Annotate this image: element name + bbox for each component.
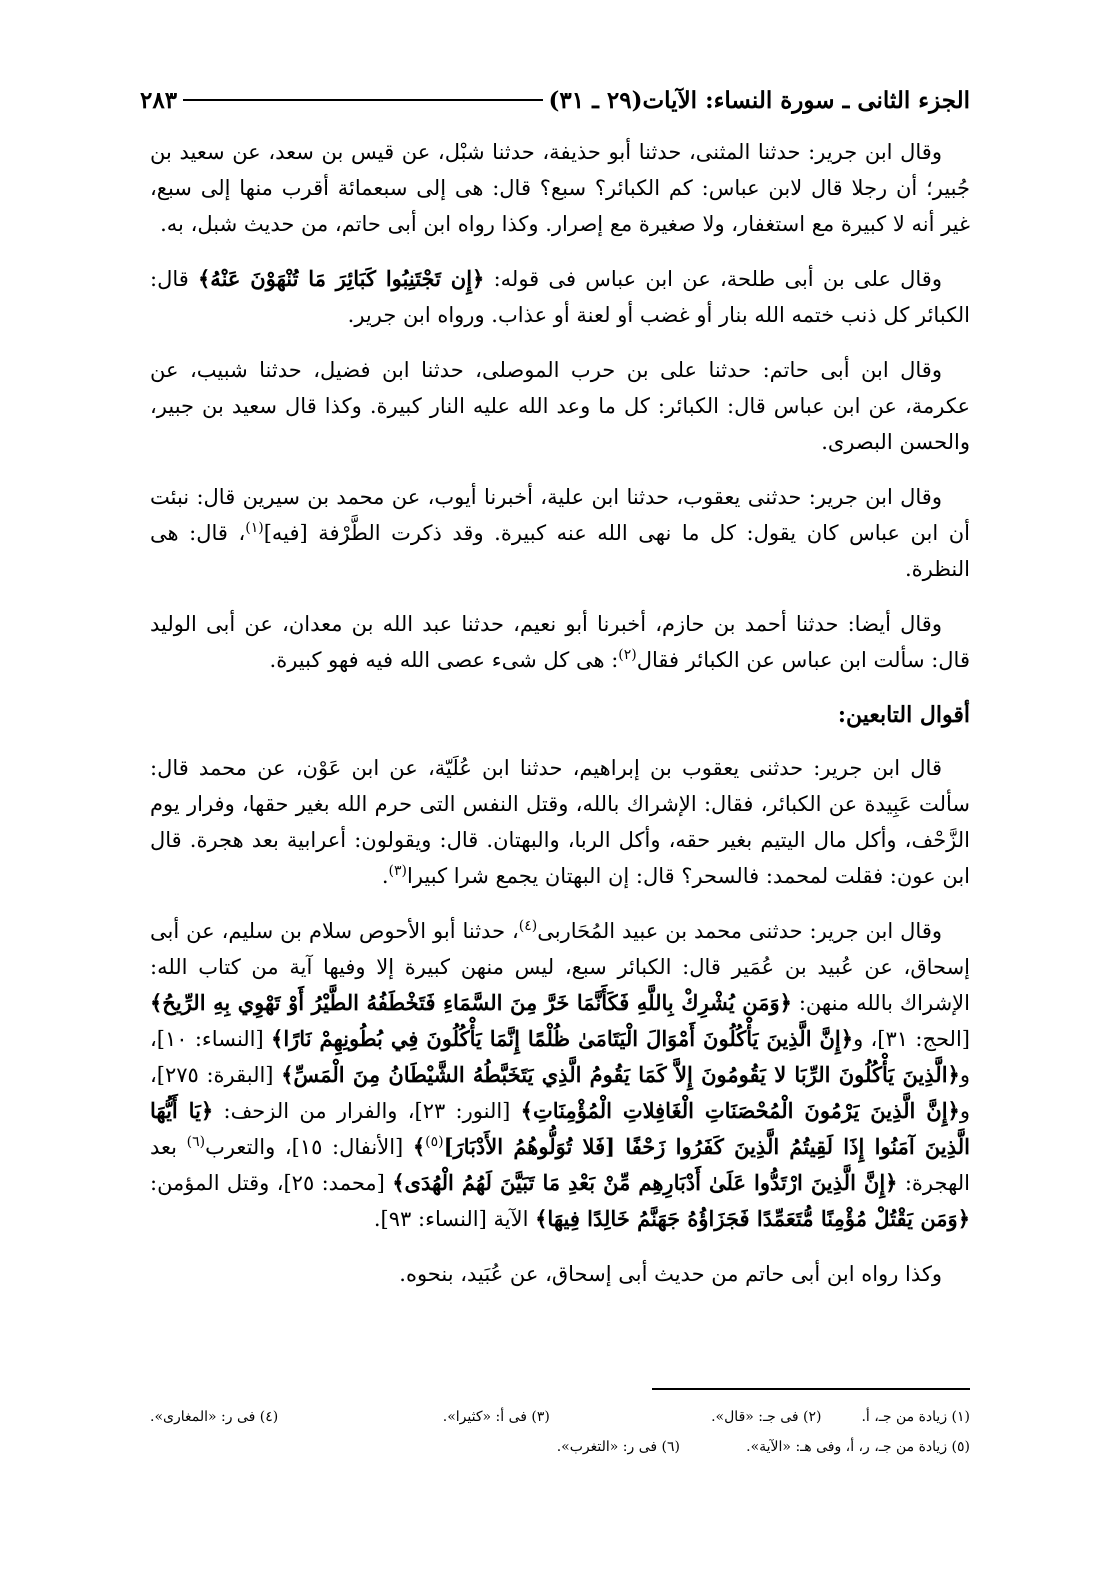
footnote-marker: (٤) (518, 918, 538, 934)
paragraph-1 (150, 134, 970, 242)
paragraph-text: وقال ابن أبى حاتم: حدثنا على بن حرب الموصلى، حدثنا ابن فضيل، حدثنا شبيب، عن عكرمة، عن ابن عباس قال: الكبائر: كل ما وعد الله عليه النار كبيرة. وكذا قال سعيد بن جبير، والحسن البصرى. (150, 358, 970, 454)
quran-verse: ﴿إِنَّ الَّذِينَ يَرْمُونَ الْمُحْصَنَاتِ الْغَافِلاتِ الْمُؤْمِنَاتِ﴾ (520, 1098, 960, 1123)
quran-verse: ﴿إِنَّ الَّذِينَ يَأْكُلُونَ أَمْوَالَ الْيَتَامَىٰ ظُلْمًا إِنَّمَا يَأْكُلُونَ فِي بُطُونِهِمْ نَارًا﴾ (271, 1026, 854, 1051)
quran-verse: ﴿الَّذِينَ يَأْكُلُونَ الرِّبَا لا يَقُومُونَ إِلاَّ كَمَا يَقُومُ الَّذِي يَتَخَبَّطُهُ الشَّيْطَانُ مِنَ الْمَسِّ﴾ (281, 1062, 960, 1087)
quran-verse: ﴿وَمَن يُشْرِكْ بِاللَّهِ فَكَأَنَّمَا خَرَّ مِنَ السَّمَاءِ فَتَخْطَفُهُ الطَّيْرُ أَوْ تَهْوِي بِهِ الرِّيحُ﴾ (150, 990, 792, 1015)
footnotes (150, 1402, 970, 1462)
paragraph-text: وقال ابن جرير: حدثنى محمد بن عبيد المُحَاربى (537, 919, 942, 943)
footnote-marker: (٣) (388, 863, 408, 879)
footnote-row-1 (150, 1402, 970, 1432)
quran-verse-end: ﴾ (412, 1134, 426, 1159)
paragraph-text: وكذا رواه ابن أبى حاتم من حديث أبى إسحاق، عن عُبَيد، بنحوه. (399, 1262, 942, 1286)
paragraph-6 (150, 750, 970, 894)
section-heading: أقوال التابعين: (837, 702, 970, 728)
footnote-row-2 (150, 1432, 970, 1462)
paragraph-5 (150, 606, 970, 678)
paragraph-text: الآية [النساء: ٩٣]. (373, 1207, 536, 1231)
header-rule (183, 99, 542, 101)
paragraph-text: وقال ابن جرير: حدثنا المثنى، حدثنا أبو حذيفة، حدثنا شبْل، عن قيس بن سعد، عن سعيد بن جُبير؛ أن رجلا قال لابن عباس: كم الكبائر؟ سبع؟ قال: هى إلى سبعمائة أقرب منها إلى سبع، غير أنه لا كبيرة مع استغفار، ولا صغيرة مع إصرار. وكذا رواه ابن أبى حاتم، من حديث شبل، به. (150, 140, 970, 236)
quran-verse: ﴿إِن تَجْتَنِبُوا كَبَائِرَ مَا تُنْهَوْنَ عَنْهُ﴾ (198, 266, 485, 291)
paragraph-text: [الحج: ٣١]، و (853, 1027, 970, 1051)
paragraph-8 (150, 1256, 970, 1292)
quran-verse: ﴿إِنَّ الَّذِينَ ارْتَدُّوا عَلَىٰ أَدْبَارِهِم مِّنْ بَعْدِ مَا تَبَيَّنَ لَهُمُ الْهُدَى﴾ (392, 1170, 898, 1195)
footnote-5: (٥) زيادة من جـ، ر، أ، وفى هـ: «الآية». (746, 1439, 970, 1455)
paragraph-2 (150, 261, 970, 333)
paragraph-text: وقال ابن جرير: حدثنى يعقوب، حدثنا ابن علية، أخبرنا أيوب، عن محمد بن سيرين قال: نبئت أن ابن عباس كان يقول: كل ما نهى الله عنه كبيرة. وقد ذكرت الطَّرْفة [فيه] (150, 485, 970, 545)
quran-verse: ﴿يَا أَيُّهَا الَّذِينَ آمَنُوا إِذَا لَقِيتُمُ الَّذِينَ كَفَرُوا زَحْفًا [فَلا تُوَلُّوهُمُ الأَدْبَارَ] (150, 1098, 970, 1159)
paragraph-text: [النساء: ١٠]، و (150, 1027, 971, 1087)
paragraph-4 (150, 479, 970, 587)
paragraph-text: : هى كل شىء عصى الله فيه فهو كبيرة. (269, 648, 619, 672)
footnote-1: (١) زيادة من جـ، أ. (861, 1409, 970, 1425)
paragraph-text: وقال على بن أبى طلحة، عن ابن عباس فى قوله: (484, 267, 942, 291)
paragraph-3 (150, 352, 970, 460)
paragraph-text: [البقرة: ٢٧٥]، و (150, 1063, 970, 1123)
footnote-marker: (٦) (186, 1134, 206, 1150)
paragraph-text: [النور: ٢٣]، والفرار من الزحف: (213, 1099, 521, 1123)
paragraph-text: قال ابن جرير: حدثنى يعقوب بن إبراهيم، حدثنا ابن عُلَيّة، عن ابن عَوْن، عن محمد قال: سألت عَبِيدة عن الكبائر، فقال: الإشراك بالله، وقتل النفس التى حرم الله بغير حقها، وفرار يوم الزَّحْف، وأكل مال اليتيم بغير حقه، وأكل الربا، والبهتان. قال: ويقولون: أعرابية بعد هجرة. قال ابن عون: فقلت لمحمد: فالسحر؟ قال: إن البهتان يجمع شرا كبيرا (150, 756, 970, 888)
footnote-3: (٣) فى أ: «كثيرا». (442, 1409, 550, 1425)
footnote-divider (652, 1388, 970, 1390)
paragraph-text: ، قال: هى النظرة. (150, 521, 970, 581)
main-text (150, 134, 970, 1311)
header-title: الجزء الثانى ـ سورة النساء: الآيات(٢٩ ـ ٣١) (548, 86, 970, 114)
paragraph-7 (150, 913, 970, 1237)
footnote-marker: (٢) (618, 647, 637, 663)
paragraph-text: [الأنفال: ١٥]، والتعرب (205, 1135, 413, 1159)
footnote-marker: (١) (245, 520, 264, 536)
footnote-6: (٦) فى ر: «التغرب». (556, 1439, 680, 1455)
footnote-2: (٢) فى جـ: «قال». (711, 1409, 822, 1425)
paragraph-text: وقال أيضا: حدثنا أحمد بن حازم، أخبرنا أبو نعيم، حدثنا عبد الله بن معدان، عن أبى الوليد قال: سألت ابن عباس عن الكبائر فقال (150, 612, 970, 672)
paragraph-text: [محمد: ٢٥]، وقتل المؤمن: (150, 1171, 393, 1195)
footnote-4: (٤) فى ر: «المغارى». (150, 1409, 279, 1425)
page-number: ٢٨٣ (140, 86, 178, 114)
paragraph-text: . (381, 864, 389, 888)
footnote-marker: (٥) (425, 1134, 444, 1150)
paragraph-text: بعد الهجرة: (150, 1135, 970, 1195)
running-header (140, 82, 970, 118)
paragraph-text: ، حدثنا أبو الأحوص سلام بن سليم، عن أبى إسحاق، عن عُبيد بن عُمَير قال: الكبائر سبع، ليس منهن كبيرة إلا وفيها آية من كتاب الله: الإشراك بالله منهن: (150, 919, 970, 1015)
paragraph-text: قال: الكبائر كل ذنب ختمه الله بنار أو غضب أو لعنة أو عذاب. ورواه ابن جرير. (150, 267, 970, 327)
quran-verse: ﴿وَمَن يَقْتُلْ مُؤْمِنًا مُّتَعَمِّدًا فَجَزَاؤُهُ جَهَنَّمُ خَالِدًا فِيهَا﴾ (535, 1206, 970, 1231)
